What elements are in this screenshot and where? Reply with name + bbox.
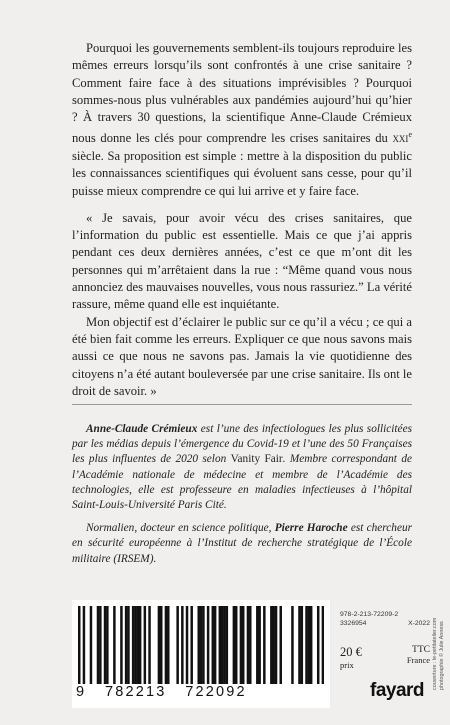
barcode-bar (279, 606, 281, 684)
barcode-bar (132, 606, 134, 684)
barcode-bar (275, 606, 277, 684)
barcode-bar (258, 606, 260, 684)
barcode-bar (127, 606, 129, 684)
barcode-bar (181, 606, 183, 684)
barcode-bar (160, 606, 162, 684)
barcode-bar (106, 606, 108, 684)
barcode-bar (197, 606, 199, 684)
cover-credits: couverture : le-petitatelier.com photographie © Julie Anness (432, 617, 445, 690)
barcode-bar (113, 606, 115, 684)
barcode-bar (310, 606, 312, 684)
barcode-bar (301, 606, 303, 684)
blurb-paragraph-3: Mon objectif est d’éclairer le public sur ce qu’il a vécu ; ce qui a été bien fait comme les erreurs. Expliquer ce que nous savons mais aussi ce que nous ne savons pas. Jamais la vie quotidienne des citoyens n’a été autant bouleversée par une crise sanitaire. Ils ont le droit de savoir. » (72, 314, 412, 398)
barcode-bar (144, 606, 146, 684)
barcode-bar (165, 606, 167, 684)
barcode-bar (176, 606, 178, 684)
barcode-bar (249, 606, 251, 684)
barcode-bar (104, 606, 106, 684)
price-tax: TTC (412, 645, 430, 655)
barcode-bar (308, 606, 310, 684)
barcode-bar (200, 606, 202, 684)
author-bio-2: Normalien, docteur en science politique, Pierre Haroche est chercheur en sécurité européenne à l’Institut de recherche stratégique de l’École militaire (IRSEM). (72, 522, 412, 565)
barcode-bar (219, 606, 221, 684)
barcode-bar (272, 606, 274, 684)
barcode-bar (221, 606, 223, 684)
barcode-bar (226, 606, 228, 684)
barcode-bars (78, 606, 324, 684)
barcode-bar (322, 606, 324, 684)
author-bio-1: Anne-Claude Crémieux est l’une des infectiologues les plus sollicitées par les médias depuis l’émergence du Covid-19 et l’une des 50 Françaises les plus influentes de 2020 selon Vanity Fair. Membre correspondant de l’Académie nationale de médecine et membre de l’Académie des technologies, elle est professeure en maladies infectieuses à l’hôpital Saint-Louis-Université Paris Cité. (72, 423, 412, 512)
price-country: France (406, 655, 430, 665)
barcode-bar (125, 606, 127, 684)
section-divider (72, 404, 412, 405)
barcode-bar (134, 606, 136, 684)
barcode-bar (137, 606, 139, 684)
barcode-bar (247, 606, 249, 684)
barcode-bar (317, 606, 319, 684)
publisher-logo: fayard (370, 680, 425, 701)
barcode-bar (99, 606, 101, 684)
barcode-bar (291, 606, 293, 684)
barcode-bar (139, 606, 141, 684)
blurb-paragraph-1: Pourquoi les gouvernements semblent-ils toujours reproduire les mêmes erreurs lorsqu’ils sont confrontés à une crise sanitaire ? Comment faire face à des situations imprévisibles ? Pourquoi sommes-nous plus vulnérables aux pandémies aujourd’hui qu’hier ? À travers 30 questions, la scientifique Anne-Claude Crémieux nous donne les clés pour comprendre les crises sanitaires du xxi$^e$ siècle. Sa proposition est simple : mettre à la disposition du public les connaissances scientifiques qui évoluent sans cesse, pour qu’il puisse mieux comprendre ce qui lui arrive et y faire face. (72, 41, 412, 198)
barcode-bar (202, 606, 204, 684)
blurb-paragraph-2: « Je savais, pour avoir vécu des crises sanitaires, que l’information du public est essentielle. Mais ce que j’ai appris pendant ces deux dernières années, c’est ce que m’ont dit les personnes qui m’arrêtaient dans la rue : “Même quand vous nous annonciez des mauvaises nouvelles, vous nous rassuriez.” La vérité rassure, même quand elle est inquiétante. (72, 210, 412, 312)
barcode-bar (235, 606, 237, 684)
author-bios (72, 422, 412, 567)
isbn-info (340, 610, 430, 628)
barcode-bar (207, 606, 209, 684)
author-name: Anne-Claude Crémieux (86, 423, 198, 435)
barcode-bar (305, 606, 307, 684)
barcode-bar (148, 606, 150, 684)
barcode-bar (263, 606, 265, 684)
barcode-bar (167, 606, 169, 684)
edition-code: X-2022 (408, 620, 430, 627)
magazine-name: Vanity Fair (230, 453, 283, 466)
barcode-bar (83, 606, 85, 684)
price-block (340, 645, 430, 670)
barcode-bar (78, 606, 80, 684)
barcode-bar (186, 606, 188, 684)
barcode-bar (214, 606, 216, 684)
author-name: Pierre Haroche (274, 522, 348, 535)
barcode-bar (190, 606, 192, 684)
barcode-bar (298, 606, 300, 684)
barcode-bar (256, 606, 258, 684)
barcode-bar (270, 606, 272, 684)
barcode-bar (90, 606, 92, 684)
barcode-bar (233, 606, 235, 684)
barcode-bar (120, 606, 122, 684)
barcode-bar (158, 606, 160, 684)
barcode-bar (212, 606, 214, 684)
barcode-digits: 9 782213 722092 (76, 684, 247, 700)
barcode-bar (242, 606, 244, 684)
back-cover-blurb (72, 40, 412, 400)
century-numeral: xxi (392, 131, 409, 146)
isbn-number: 978-2-213-72209-2 (340, 611, 399, 618)
barcode-bar (97, 606, 99, 684)
barcode-bar (240, 606, 242, 684)
product-code: 3326954 (340, 620, 367, 627)
price-label: prix (340, 660, 354, 670)
barcode (72, 600, 330, 708)
price-amount: 20 € (340, 645, 362, 659)
barcode-bar (223, 606, 225, 684)
